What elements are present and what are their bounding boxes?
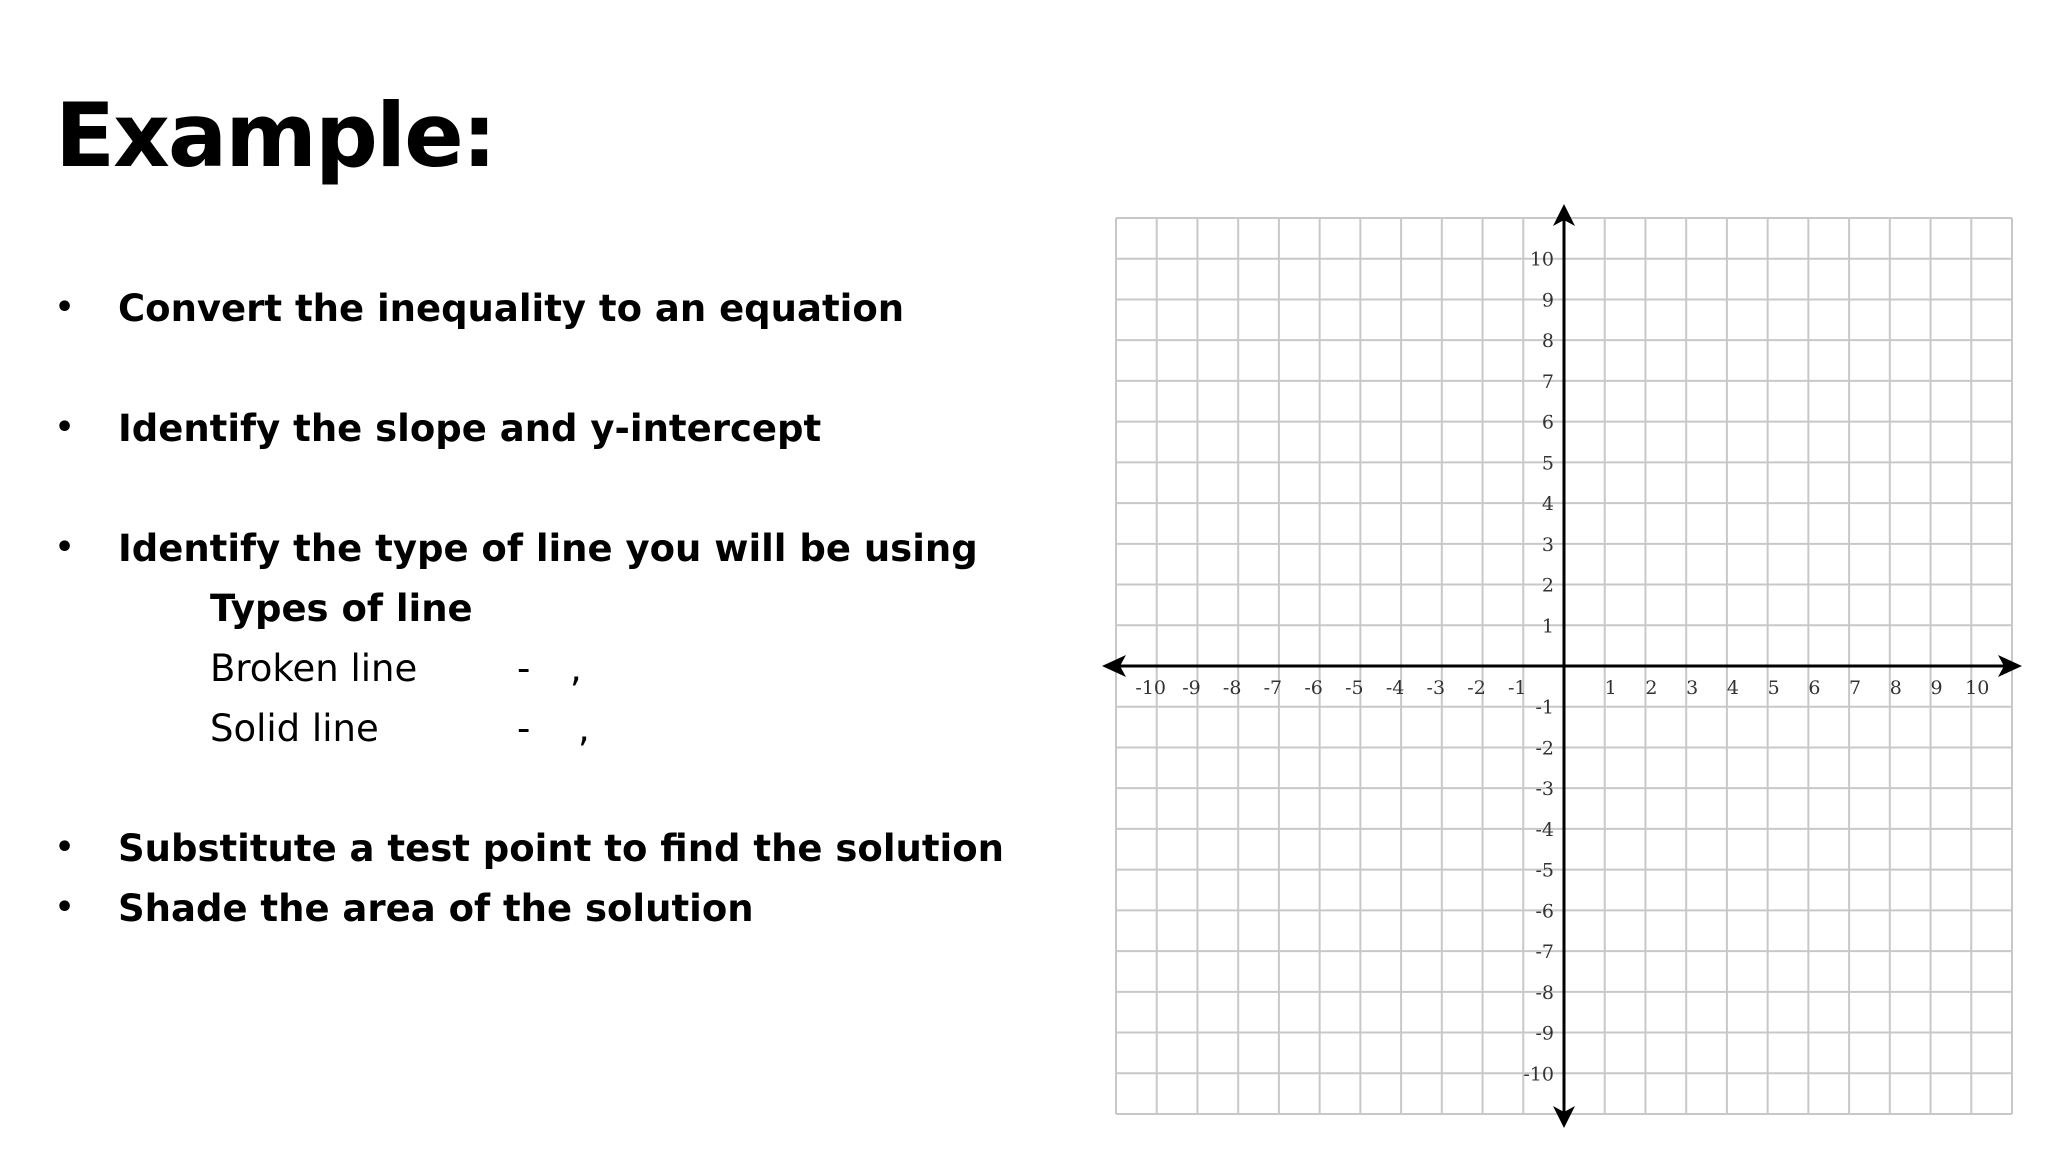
x-tick-label: 6 (1808, 677, 1821, 699)
x-tick-label: -10 (1135, 677, 1167, 699)
y-tick-label: 1 (1541, 615, 1554, 638)
y-tick-label: -3 (1535, 778, 1554, 801)
x-tick-label: 1 (1604, 677, 1617, 699)
y-tick-label: 8 (1541, 330, 1554, 353)
bullet-dot: • (55, 530, 75, 565)
axes (1102, 204, 2022, 1128)
y-tick-label: 3 (1541, 533, 1554, 556)
bullet-text: Shade the area of the solution (118, 887, 754, 930)
bullet-text: Identify the type of line you will be using (118, 527, 978, 570)
x-tick-label: 9 (1930, 677, 1943, 699)
y-tick-label: 10 (1529, 248, 1554, 271)
x-tick-label: -1 (1508, 677, 1527, 699)
y-tick-label: 5 (1541, 452, 1554, 475)
x-tick-label: -8 (1222, 677, 1242, 699)
line-types-heading: Types of line (210, 587, 473, 630)
y-tick-label: 6 (1541, 411, 1554, 434)
x-tick-label: -5 (1345, 677, 1364, 699)
bullet-text: Substitute a test point to find the solution (118, 827, 1004, 870)
x-tick-label: 7 (1849, 677, 1862, 699)
x-tick-label: 10 (1965, 677, 1990, 699)
bullet-dot: • (55, 830, 75, 865)
y-tick-label: -6 (1535, 900, 1554, 923)
x-tick-label: -6 (1304, 677, 1323, 699)
x-tick-label: -9 (1182, 677, 1201, 699)
x-tick-label: -3 (1426, 677, 1446, 699)
bullet-dot: • (55, 290, 75, 325)
x-tick-label: 2 (1645, 677, 1658, 699)
y-tick-label: -4 (1535, 818, 1554, 841)
bullet-dot: • (55, 410, 75, 445)
solid-line-comma: , (578, 707, 590, 750)
x-tick-label: -4 (1385, 677, 1405, 699)
solid-line-label: Solid line (210, 707, 379, 750)
y-tick-label: 9 (1541, 289, 1554, 312)
y-tick-label: 7 (1541, 370, 1554, 393)
y-tick-label: -9 (1535, 1022, 1554, 1045)
y-tick-label: -2 (1535, 737, 1554, 760)
x-tick-label: 8 (1889, 677, 1902, 699)
y-tick-label: -5 (1535, 859, 1554, 882)
x-tick-label: 5 (1767, 677, 1780, 699)
y-tick-label: -1 (1535, 696, 1554, 719)
y-tick-label: -7 (1535, 941, 1554, 964)
broken-line-comma: , (570, 647, 582, 690)
bullet-text: Identify the slope and y-intercept (118, 407, 822, 450)
broken-line-dash: - (517, 647, 531, 690)
x-tick-label: 3 (1686, 677, 1699, 699)
y-tick-label: 4 (1541, 493, 1554, 516)
x-tick-label: -2 (1467, 677, 1486, 699)
x-tick-label: -7 (1263, 677, 1283, 699)
broken-line-label: Broken line (210, 647, 418, 690)
slide-title: Example: (55, 84, 495, 187)
bullet-text: Convert the inequality to an equation (118, 287, 905, 330)
solid-line-dash: - (517, 707, 531, 750)
y-tick-label: 2 (1541, 574, 1554, 597)
y-tick-label: -8 (1535, 981, 1554, 1004)
y-tick-label: -10 (1523, 1063, 1554, 1086)
bullet-dot: • (55, 890, 75, 925)
x-tick-label: 4 (1726, 677, 1739, 699)
